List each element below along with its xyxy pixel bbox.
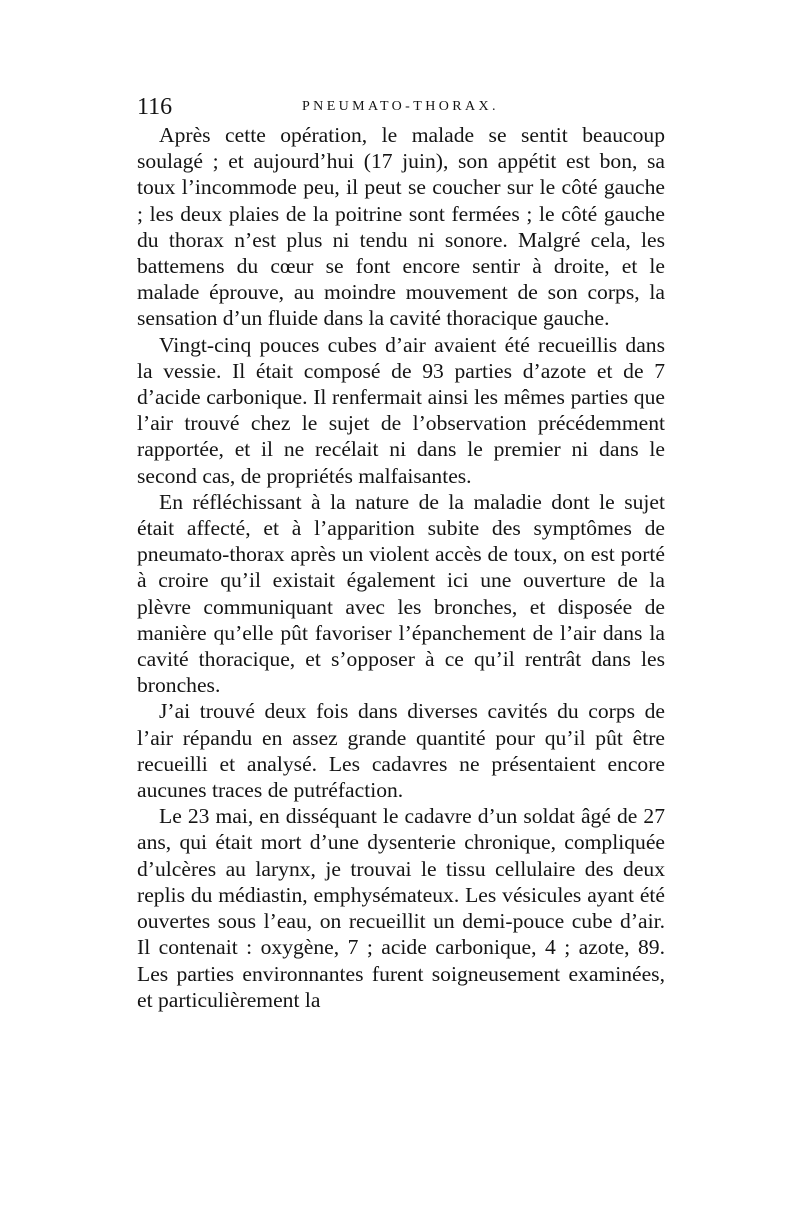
paragraph: En réfléchissant à la nature de la maladie dont le sujet était affecté, et à l’apparition subite des symptômes de pneumato-thorax après un violent accès de toux, on est porté à croire qu’il existait également ici une ouverture de la plèvre communiquant avec les bronches, et disposée de manière qu’elle pût favoriser l’épanchement de l’air dans la cavité thoracique, et s’opposer à ce qu’il rentrât dans les bronches. (137, 489, 665, 698)
paragraph: Le 23 mai, en disséquant le cadavre d’un soldat âgé de 27 ans, qui était mort d’une dysenterie chronique, compliquée d’ulcères au larynx, je trouvai le tissu cellulaire des deux replis du médiastin, emphysémateux. Les vésicules ayant été ouvertes sous l’eau, on recueillit un demi-pouce cube d’air. Il contenait : oxygène, 7 ; acide carbonique, 4 ; azote, 89. Les parties environnantes furent soigneusement examinées, et particulièrement la (137, 804, 665, 1012)
body-text (137, 122, 665, 1013)
paragraph: Après cette opération, le malade se sentit beaucoup soulagé ; et aujourd’hui (17 juin), son appétit est bon, sa toux l’incommode peu, il peut se coucher sur le côté gauche ; les deux plaies de la poitrine sont fermées ; le côté gauche du thorax n’est plus ni tendu ni sonore. Malgré cela, les battemens du cœur se font encore sentir à droite, et le malade éprouve, au moindre mouvement de son corps, la sensation d’un fluide dans la cavité thoracique gauche. (137, 123, 665, 331)
paragraph: Vingt-cinq pouces cubes d’air avaient été recueillis dans la vessie. Il était composé de 93 parties d’azote et de 7 d’acide carbonique. Il renfermait ainsi les mêmes parties que l’air trouvé chez le sujet de l’observation précédemment rapportée, et il ne recélait ni dans le premier ni dans le second cas, de propriétés malfaisantes. (137, 332, 665, 488)
running-head (137, 92, 665, 122)
paragraph: J’ai trouvé deux fois dans diverses cavités du corps de l’air répandu en assez grande quantité pour qu’il pût être recueilli et analysé. Les cadavres ne présentaient encore aucunes traces de putréfaction. (137, 699, 665, 803)
running-title: PNEUMATO-THORAX. (302, 99, 499, 114)
book-page (137, 92, 665, 1013)
page-number: 116 (137, 94, 173, 120)
